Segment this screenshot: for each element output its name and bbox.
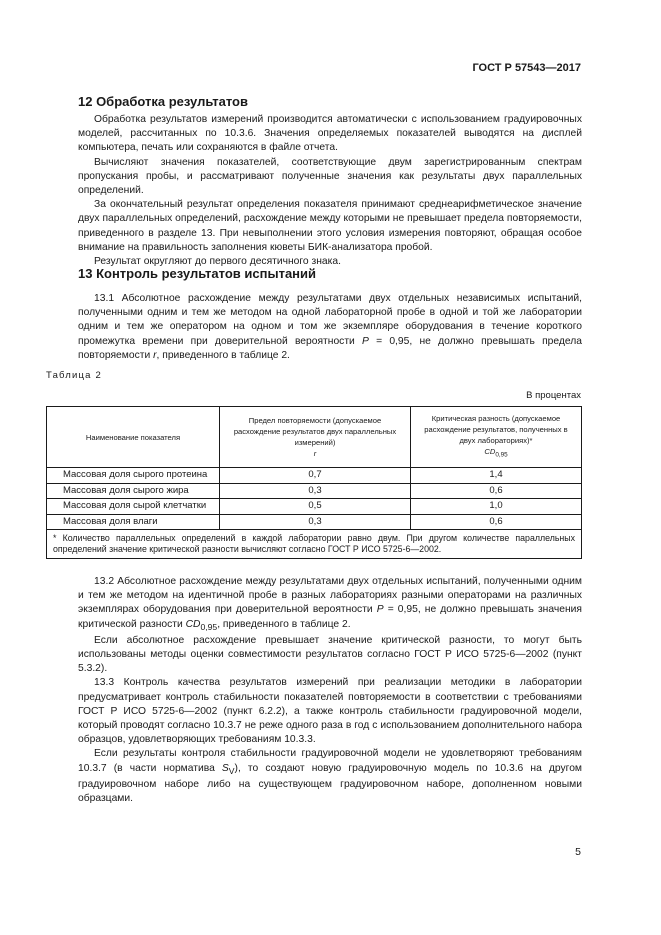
header-critical-difference: Критическая разность (допускаемое расхождение результатов, полученных в двух лабораториях)* $CD_{0,95}$ bbox=[411, 407, 582, 468]
table-caption: Таблица 2 bbox=[46, 370, 102, 381]
clause-13-2: 13.2 Абсолютное расхождение между результатами двух отдельных испытаний, полученными одним и тем же методом на идентичной пробе в разных лабораториях разными операторами на различных экземплярах оборудования при доверительной вероятности P = 0,95, не должно превышать значения критической разности $CD_{0,95}$, приведенного в таблице 2. bbox=[78, 576, 582, 632]
clause-13-1: 13.1 Абсолютное расхождение между результатами двух отдельных независимых испытаний, полученными одним и тем же методом на одной лабораторной пробе в одной и той же лаборатории одним и тем же оператором на одном и том же экземпляре оборудования в течение короткого промежутка времени при доверительной вероятности P = 0,95, не должно превышать предела повторяемости r, приведенного в таблице 2. bbox=[78, 293, 582, 361]
header-indicator-name: Наименование показателя bbox=[47, 407, 220, 468]
row-name: Массовая доля сырой клетчатки bbox=[47, 499, 220, 515]
row-critical: 0,6 bbox=[411, 483, 582, 499]
clause-13-4: Если результаты контроля стабильности градуировочной модели не удовлетворяют требованиям 10.3.7 (в части норматива $S_V$), то создают новую градуировочную модель по 10.3.6 на другом градуировочном наборе либо на существующем градуировочном наборе, дополненном новыми образцами. bbox=[78, 748, 582, 805]
standard-code: ГОСТ Р 57543—2017 bbox=[472, 62, 581, 74]
table-row bbox=[47, 514, 582, 530]
row-repeatability: 0,3 bbox=[220, 483, 411, 499]
section-13-1 bbox=[78, 292, 582, 363]
table-row bbox=[47, 499, 582, 515]
table-row bbox=[47, 483, 582, 499]
section-12-paragraph: За окончательный результат определения показателя принимают среднеарифметическое значение двух параллельных определений, расхождение между которыми не превышает предела повторяемости, приведенного в разделе 13. При невыполнении этого условия измерения повторяют, обращая особое внимание на правильность заполнения кюветы БИК-анализатора пробой. bbox=[78, 199, 582, 253]
section-12-paragraph: Обработка результатов измерений производится автоматически с использованием градуировочных моделей, рассчитанных по 10.3.6. Значения определяемых показателей выводятся на дисплей компьютера, печать или сохраняются в файле отчета. bbox=[78, 114, 582, 154]
table-footnote-row bbox=[47, 530, 582, 559]
row-name: Массовая доля влаги bbox=[47, 514, 220, 530]
row-critical: 1,4 bbox=[411, 468, 582, 484]
clause-13-2-continuation: Если абсолютное расхождение превышает значение критической разности, то могут быть использованы методы оценки совместимости результатов согласно ГОСТ Р ИСО 5725-6—2002 (пункт 5.3.2). bbox=[78, 634, 582, 675]
row-critical: 1,0 bbox=[411, 499, 582, 515]
section-12-paragraph: Вычисляют значения показателей, соответствующие двум зарегистрированным спектрам пропускания пробы, и рассматривают полученные значения как результаты двух параллельных определений. bbox=[78, 156, 582, 197]
row-name: Массовая доля сырого протеина bbox=[47, 468, 220, 484]
section-12-body bbox=[78, 113, 582, 269]
table-row bbox=[47, 468, 582, 484]
row-name: Массовая доля сырого жира bbox=[47, 483, 220, 499]
section-12-paragraph: Результат округляют до первого десятичного знака. bbox=[94, 256, 341, 268]
row-repeatability: 0,5 bbox=[220, 499, 411, 515]
header-repeatability: Предел повторяемости (допускаемое расхождение результатов двух параллельных измерений) r bbox=[220, 407, 411, 468]
page-number: 5 bbox=[575, 846, 581, 858]
section-13-2-onward bbox=[78, 575, 582, 806]
row-critical: 0,6 bbox=[411, 514, 582, 530]
row-repeatability: 0,7 bbox=[220, 468, 411, 484]
table-2 bbox=[46, 406, 582, 559]
section-12-title: 12 Обработка результатов bbox=[78, 94, 248, 109]
table-header-row bbox=[47, 407, 582, 468]
section-13-title: 13 Контроль результатов испытаний bbox=[78, 266, 317, 281]
table-footnote: * Количество параллельных определений в каждой лаборатории равно двум. При другом количестве параллельных определений значение критической разности вычисляют согласно ГОСТ Р ИСО 5725-6—2002. bbox=[47, 530, 582, 559]
clause-13-3: 13.3 Контроль качества результатов измерений при реализации методики в лаборатории предусматривает контроль стабильности показателей повторяемости в соответствии с требованиями ГОСТ Р ИСО 5725-6—2002 (пункт 6.2.2), а также контроль стабильности градуировочной модели, который проводят согласно 10.3.7 не реже одного раза в год с использованием дополнительного набора образцов, удовлетворяющих требованиям 10.3.3. bbox=[78, 677, 582, 746]
table-units: В процентах bbox=[526, 390, 581, 401]
row-repeatability: 0,3 bbox=[220, 514, 411, 530]
